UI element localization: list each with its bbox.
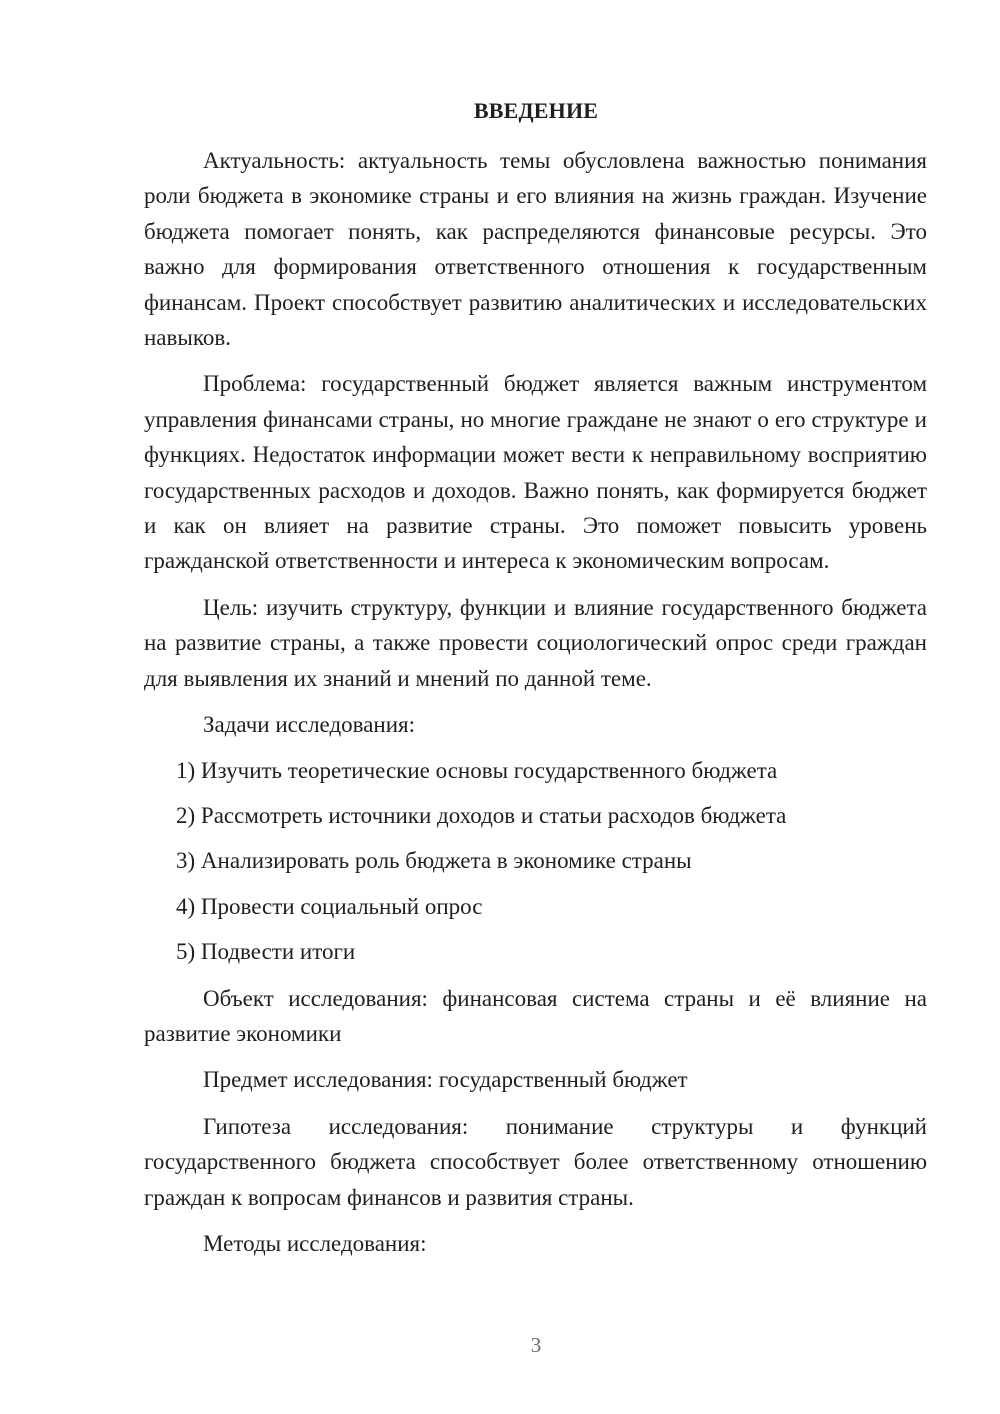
list-item: 3) Анализировать роль бюджета в экономике страны — [176, 848, 692, 874]
paragraph-relevance: Актуальность: актуальность темы обусловлена важностью понимания роли бюджета в экономике страны и его влияния на жизнь граждан. Изучение бюджета помогает понять, как распределяются финансовые ресурсы. Это важно для формирования ответственного отношения к государственным финансам. Проект способствует развитию аналитических и исследовательских навыков. — [144, 148, 927, 351]
section-title: ВВЕДЕНИЕ — [473, 98, 599, 123]
tasks-heading: Задачи исследования: — [203, 712, 416, 738]
list-item: 5) Подвести итоги — [176, 939, 356, 965]
body-text — [144, 143, 927, 1261]
paragraph-hypothesis: Гипотеза исследования: понимание структуры и функций государственного бюджета способствует более ответственному отношению граждан к вопросам финансов и развития страны. — [144, 1113, 927, 1210]
tasks-list — [144, 753, 927, 970]
paragraph-object: Объект исследования: финансовая система страны и её влияние на развитие экономики — [144, 985, 927, 1046]
list-item: 4) Провести социальный опрос — [176, 893, 483, 919]
paragraph-goal: Цель: изучить структуру, функции и влияние государственного бюджета на развитие страны, а также провести социологический опрос среди граждан для выявления их знаний и мнений по данной теме. — [144, 594, 927, 691]
list-item: 2) Рассмотреть источники доходов и статьи расходов бюджета — [176, 802, 787, 828]
paragraph-subject: Предмет исследования: государственный бюджет — [203, 1067, 688, 1093]
paragraph-methods: Методы исследования: — [203, 1230, 427, 1256]
paragraph-problem: Проблема: государственный бюджет является важным инструментом управления финансами страны, но многие граждане не знают о его структуре и функциях. Недостаток информации может вести к неправильному восприятию государственных расходов и доходов. Важно понять, как формируется бюджет и как он влияет на развитие страны. Это поможет повысить уровень гражданской ответственности и интереса к экономическим вопросам. — [144, 371, 927, 574]
list-item: 1) Изучить теоретические основы государственного бюджета — [176, 757, 778, 783]
page-number: 3 — [530, 1333, 542, 1357]
